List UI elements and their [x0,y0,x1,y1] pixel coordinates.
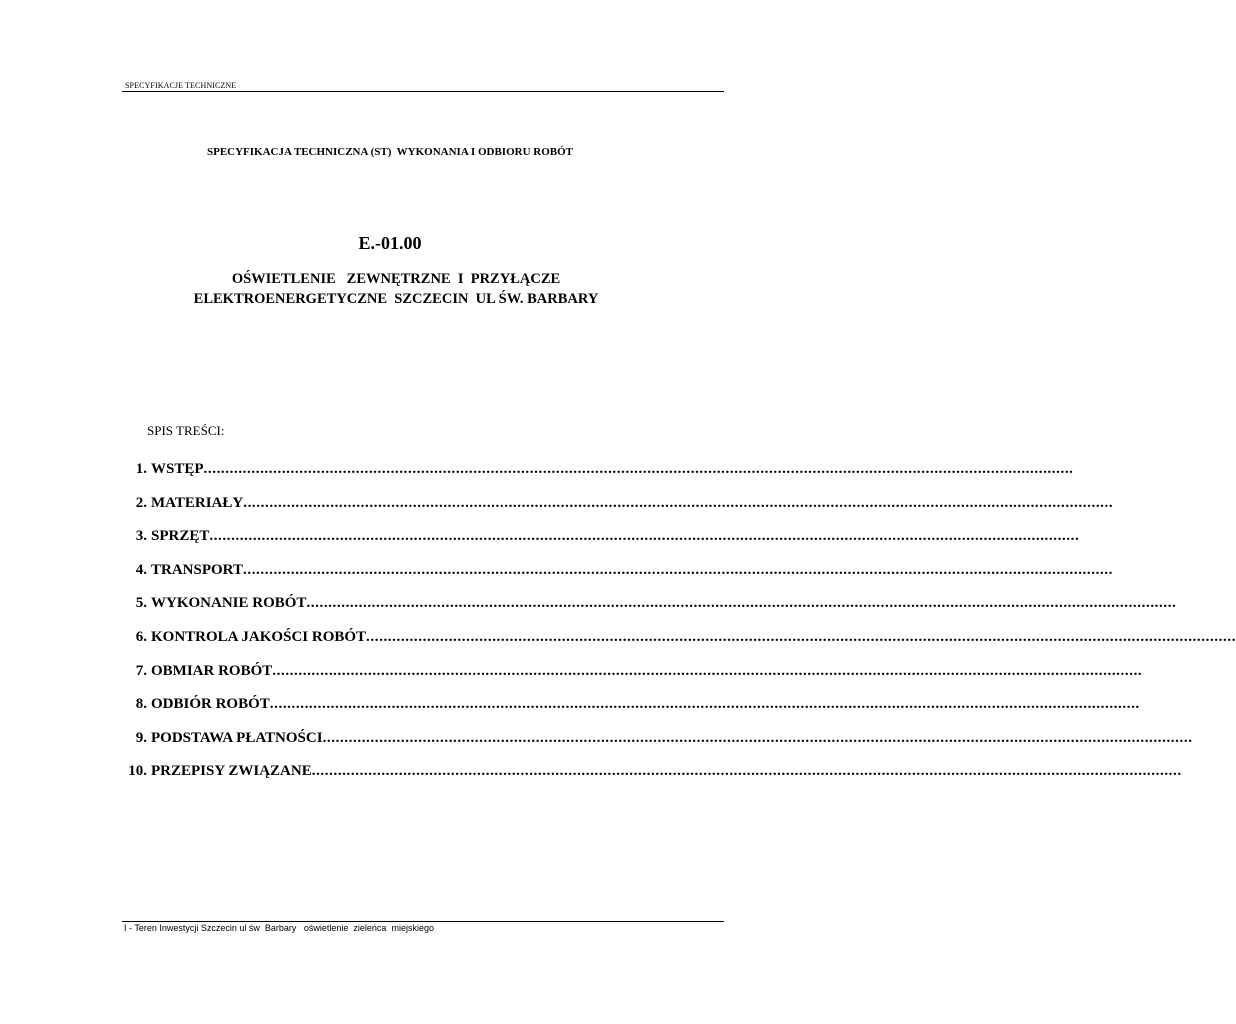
running-header: SPECYFIKACJE TECHNICZNE [125,81,237,90]
toc-entry [100,729,1193,764]
toc-leader-dots: ........................................................................................................................................................................................................ [209,528,1080,545]
toc-entry-label: SPRZĘT [151,528,210,545]
toc-leader-dots: ........................................................................................................................................................................................................ [243,561,1113,578]
toc-entry-label: TRANSPORT [151,561,243,578]
spec-code: E.-01.00 [358,233,422,253]
toc-entry [100,763,1182,797]
toc-entry-label: MATERIAŁY [151,494,244,511]
subject-line-1: OŚWIETLENIE ZEWNĘTRZNE I PRZYŁĄCZE [231,271,561,287]
toc-entry-label: KONTROLA JAKOŚCI ROBÓT [151,628,367,645]
toc-leader-dots: ........................................................................................................................................................................................................ [243,494,1114,511]
toc-entry-number: 5. [135,595,147,612]
subject-line-2: ELEKTROENERGETYCZNE SZCZECIN UL ŚW. BARBARY [193,291,599,307]
toc-leader-dots: ........................................................................................................................................................................................................ [322,729,1193,746]
toc-leader-dots: ........................................................................................................................................................................................................ [272,662,1143,679]
table-of-contents [100,461,1236,797]
toc-entry-number: 7. [135,662,147,679]
toc-entry-label: PODSTAWA PŁATNOŚCI [151,729,323,746]
running-footer: I - Teren Inwestycji Szczecin ul św Barbary oświetlenie zieleńca miejskiego [124,923,434,933]
toc-entry-label: WSTĘP [151,461,204,477]
toc-entry-number: 4. [135,561,147,578]
toc-entry [100,595,1177,629]
toc-entry [100,528,1080,562]
toc-entry-number: 1. [135,461,147,477]
toc-entry-label: WYKONANIE ROBÓT [151,595,307,612]
toc-entry-label: ODBIÓR ROBÓT [151,696,270,713]
toc-entry [100,662,1143,697]
toc-leader-dots: ........................................................................................................................................................................................................ [366,628,1236,645]
subject-title [0,269,724,309]
toc-entry [100,461,1074,495]
toc-leader-dots: ........................................................................................................................................................................................................ [269,696,1140,713]
toc-entry-label: OBMIAR ROBÓT [151,662,273,679]
toc-entry-label: PRZEPISY ZWIĄZANE [151,763,312,780]
toc-entry [100,628,1236,663]
toc-heading: SPIS TREŚCI: [147,423,225,438]
document-title: SPECYFIKACJA TECHNICZNA (ST) WYKONANIA I ODBIORU ROBÓT [206,146,573,158]
toc-entry-number: 2. [135,494,147,511]
toc-entry-number: 8. [135,696,147,713]
header-divider [122,91,724,92]
toc-entry [100,696,1140,730]
footer-divider [122,921,724,922]
toc-entry [100,494,1114,529]
toc-leader-dots: ........................................................................................................................................................................................................ [311,763,1182,780]
toc-entry-number: 10. [128,763,147,780]
toc-entry [100,561,1113,596]
toc-entry-number: 3. [135,528,147,545]
toc-entry-number: 6. [135,628,147,645]
toc-leader-dots: ........................................................................................................................................................................................................ [203,461,1074,477]
toc-leader-dots: ........................................................................................................................................................................................................ [306,595,1177,612]
toc-entry-number: 9. [135,729,147,746]
